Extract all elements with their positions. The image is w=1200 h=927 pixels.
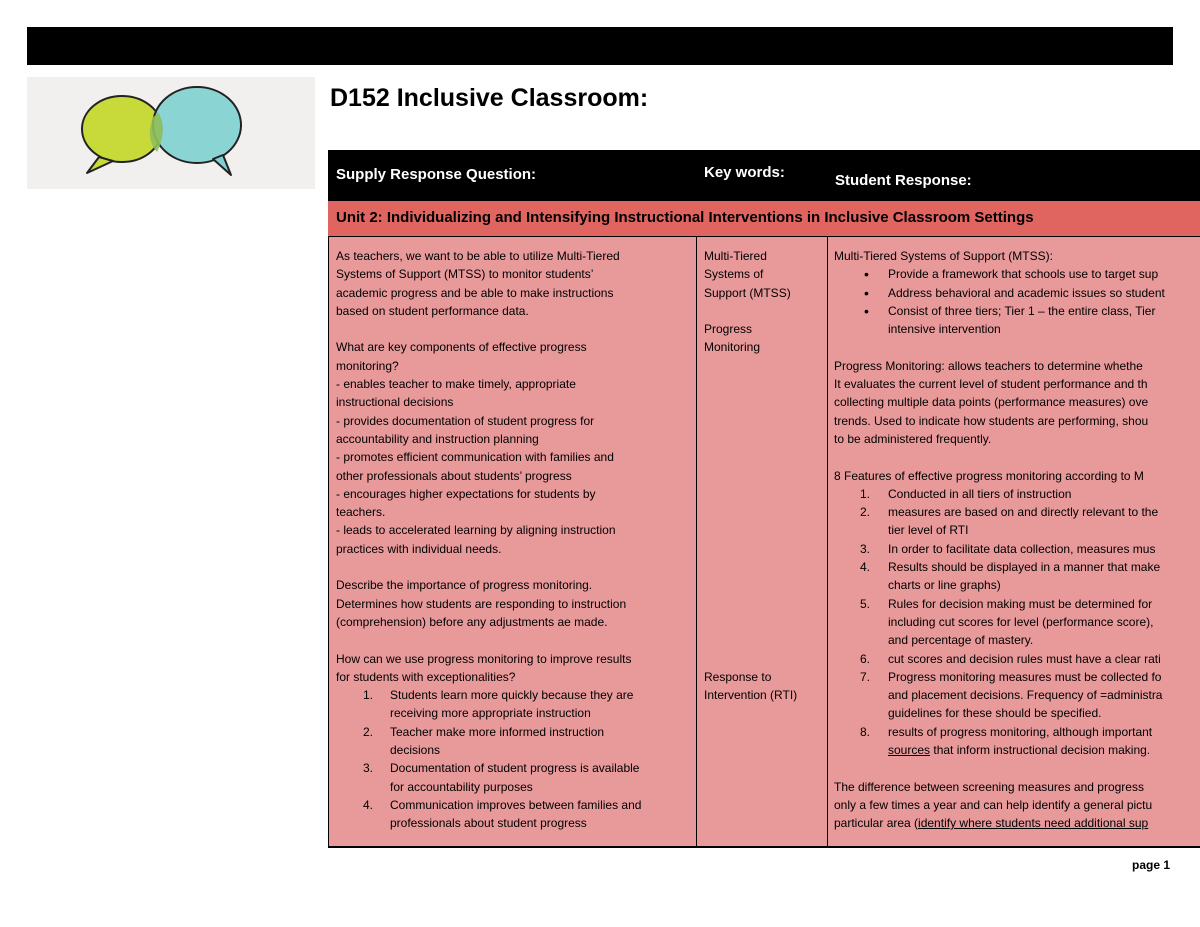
- list-item: 4. Results should be displayed in a manner that make charts or line graphs): [860, 560, 1161, 593]
- improve-results-list: [336, 686, 696, 832]
- list-item: • Provide a framework that schools use to target sup: [834, 265, 1200, 283]
- header-question: Supply Response Question:: [336, 166, 537, 183]
- list-item: 8. results of progress monitoring, although important sources that inform instructional decision making.: [860, 724, 1153, 758]
- question-importance: Describe the importance of progress monitoring. Determines how students are responding to instruction (comprehension) before any adjustments ae made.: [336, 578, 627, 629]
- question-cell: [336, 247, 696, 833]
- speech-bubbles-logo: [27, 77, 315, 189]
- list-item: • Consist of three tiers; Tier 1 – the entire class, Tier intensive intervention: [834, 302, 1200, 339]
- mtss-bullets: [834, 265, 1200, 338]
- keyword-rti: Response to Intervention (RTI): [704, 669, 798, 703]
- list-item: 4. Communication improves between families and professionals about student progress: [363, 797, 642, 831]
- features-heading: 8 Features of effective progress monitoring according to M: [834, 468, 1144, 483]
- list-item: 1. Students learn more quickly because they are receiving more appropriate instruction: [363, 688, 634, 721]
- page-title: D152 Inclusive Classroom:: [330, 84, 649, 112]
- unit-row: [328, 200, 1200, 237]
- question-improve-results: How can we use progress monitoring to improve results for students with exceptionalities? 1. Students learn more quickly because they are receiving more appropriate instruction 2. Teacher make more informed instruction decisions 3. Documentation of student progress is available for accountability purposes 4. Communication improves between families and professionals about student progress: [336, 650, 696, 833]
- list-item: 3. In order to facilitate data collection, measures mus: [860, 541, 1156, 556]
- mtss-heading: Multi-Tiered Systems of Support (MTSS):: [834, 249, 1053, 263]
- list-item: 1. Conducted in all tiers of instruction: [860, 486, 1072, 501]
- keyword-mtss: Multi-Tiered Systems of Support (MTSS): [704, 249, 791, 300]
- list-item: • Address behavioral and academic issues so student: [834, 284, 1200, 302]
- list-item: 2. measures are based on and directly relevant to the tier level of RTI: [860, 505, 1159, 538]
- header-keywords: Key words:: [704, 164, 785, 181]
- keyword-progress-monitoring: Progress Monitoring: [704, 322, 761, 355]
- header-response: Student Response:: [835, 172, 972, 189]
- intro-text: As teachers, we want to be able to utilize Multi-Tiered Systems of Support (MTSS) to monitor students’ academic progress and be able to make instructions based on student performance data.: [336, 249, 620, 318]
- table-header: [328, 150, 1200, 200]
- response-cell: [834, 247, 1200, 833]
- page-number: page 1: [1132, 858, 1171, 872]
- header-bar: [27, 27, 1173, 65]
- list-item: 3. Documentation of student progress is available for accountability purposes: [363, 761, 640, 794]
- question-progress-components: What are key components of effective progress monitoring? - enables teacher to make timely, appropriate instructional decisions - provides documentation of student progress for accountability and instruction planning - promotes efficient communication with families and other professionals about students’ progress - encourages higher expectations for students by teachers. - leads to accelerated learning by aligning instruction practices with individual needs.: [336, 340, 616, 556]
- response-table: [328, 150, 1200, 848]
- list-item: 5. Rules for decision making must be determined for including cut scores for level (performance score), and percentage of mastery.: [860, 596, 1154, 648]
- list-item: 6. cut scores and decision rules must have a clear rati: [860, 651, 1161, 666]
- unit-title: Unit 2: Individualizing and Intensifying Instructional Interventions in Inclusive Classroom Settings: [336, 209, 1034, 226]
- list-item: 2. Teacher make more informed instruction decisions: [363, 724, 605, 758]
- list-item: 7. Progress monitoring measures must be collected fo and placement decisions. Frequency of =administra guidelines for these should be specified.: [860, 669, 1163, 721]
- difference-paragraph: The difference between screening measures and progress only a few times a year and can help identify a general pictu particular area (identify where students need additional sup: [834, 779, 1153, 831]
- progress-monitoring-paragraph: Progress Monitoring: allows teachers to determine whethe It evaluates the current level of student performance and th collecting multiple data points (performance measures) ove trends. Used to indicate how students are performing, shou to be administered frequently.: [834, 358, 1149, 446]
- keywords-cell: [704, 247, 824, 704]
- features-list: [834, 485, 1200, 759]
